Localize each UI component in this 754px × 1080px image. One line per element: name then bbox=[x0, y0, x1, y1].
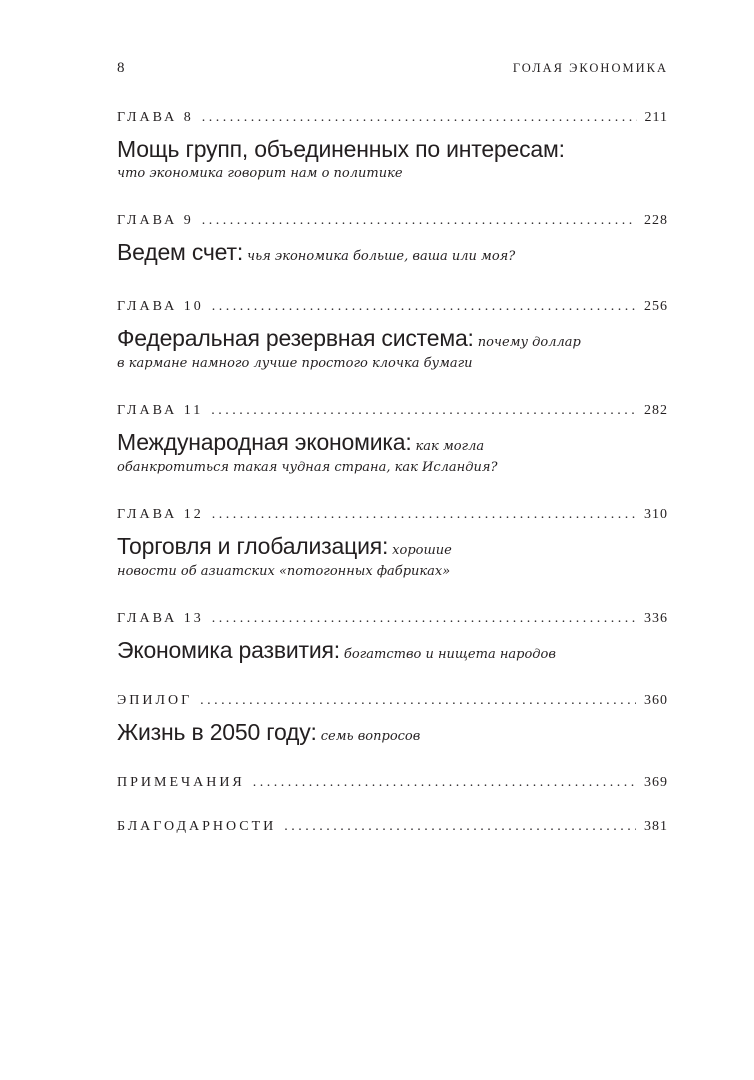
toc-subtitle-continued: в кармане намного лучше простого клочка бумаги bbox=[117, 356, 473, 371]
toc-title-block bbox=[117, 638, 668, 667]
toc-title-block bbox=[117, 720, 668, 749]
toc-label: ГЛАВА 8 bbox=[117, 110, 194, 125]
toc-label: ЭПИЛОГ bbox=[117, 693, 193, 708]
toc-title: Жизнь в 2050 году: bbox=[117, 719, 317, 745]
toc-page-ref: 310 bbox=[644, 507, 668, 522]
toc-entry-notes[interactable] bbox=[117, 775, 668, 797]
toc-entry-chapter-11[interactable] bbox=[117, 403, 668, 477]
toc-label-line bbox=[117, 403, 668, 425]
toc-label: ГЛАВА 12 bbox=[117, 507, 204, 522]
toc-title-block bbox=[117, 430, 668, 477]
toc-label-line bbox=[117, 693, 668, 715]
toc-label: ГЛАВА 9 bbox=[117, 213, 194, 228]
toc-label-line bbox=[117, 299, 668, 321]
dot-leader bbox=[284, 819, 636, 835]
toc-page-ref: 360 bbox=[644, 693, 668, 708]
toc-label-line bbox=[117, 819, 668, 841]
toc-subtitle: что экономика говорит нам о политике bbox=[117, 166, 403, 181]
running-head: ГОЛАЯ ЭКОНОМИКА bbox=[512, 61, 668, 75]
dot-leader bbox=[253, 775, 636, 791]
toc-entry-epilogue[interactable] bbox=[117, 693, 668, 749]
toc-subtitle: хорошие bbox=[392, 543, 452, 558]
toc-subtitle-continued: новости об азиатских «потогонных фабриках» bbox=[117, 564, 451, 579]
dot-leader bbox=[202, 110, 637, 126]
dot-leader bbox=[211, 403, 636, 419]
toc-subtitle: богатство и нищета народов bbox=[343, 647, 556, 662]
toc-title-block bbox=[117, 326, 668, 373]
page-number: 8 bbox=[117, 60, 126, 76]
toc-title-block bbox=[117, 137, 668, 183]
toc-title: Мощь групп, объединенных по интересам: bbox=[117, 136, 565, 162]
toc-entry-chapter-12[interactable] bbox=[117, 507, 668, 581]
dot-leader bbox=[212, 507, 636, 523]
toc-entry-chapter-10[interactable] bbox=[117, 299, 668, 373]
toc-subtitle: семь вопросов bbox=[320, 729, 421, 744]
toc-title: Международная экономика: bbox=[117, 429, 412, 455]
toc-subtitle: почему доллар bbox=[477, 335, 581, 350]
toc-title: Торговля и глобализация: bbox=[117, 533, 389, 559]
toc-entry-chapter-13[interactable] bbox=[117, 611, 668, 667]
toc-label: ГЛАВА 13 bbox=[117, 611, 204, 626]
toc-entry-chapter-9[interactable] bbox=[117, 213, 668, 269]
toc-title: Экономика развития: bbox=[117, 637, 340, 663]
dot-leader bbox=[212, 299, 636, 315]
toc-label-line bbox=[117, 507, 668, 529]
toc-page-ref: 369 bbox=[644, 775, 668, 790]
toc-entry-chapter-8[interactable] bbox=[117, 110, 668, 183]
toc-label: ПРИМЕЧАНИЯ bbox=[117, 775, 245, 790]
toc-label: ГЛАВА 11 bbox=[117, 403, 204, 418]
toc-title: Федеральная резервная система: bbox=[117, 325, 474, 351]
toc-label: БЛАГОДАРНОСТИ bbox=[117, 819, 277, 834]
toc-subtitle: как могла bbox=[415, 439, 485, 454]
toc-label-line bbox=[117, 110, 668, 132]
toc-subtitle: чья экономика больше, ваша или моя? bbox=[247, 249, 516, 264]
toc-page-ref: 211 bbox=[644, 110, 668, 125]
toc-label: ГЛАВА 10 bbox=[117, 299, 204, 314]
toc-title: Ведем счет: bbox=[117, 239, 244, 265]
toc-page-ref: 336 bbox=[644, 611, 668, 626]
dot-leader bbox=[212, 611, 636, 627]
toc-label-line bbox=[117, 213, 668, 235]
dot-leader bbox=[200, 693, 636, 709]
toc-title-block bbox=[117, 240, 668, 269]
toc-page-ref: 282 bbox=[644, 403, 668, 418]
toc-title-block bbox=[117, 534, 668, 581]
toc-entry-acknowledgements[interactable] bbox=[117, 819, 668, 841]
toc-subtitle-continued: обанкротиться такая чудная страна, как Исландия? bbox=[117, 460, 498, 475]
table-of-contents bbox=[117, 110, 668, 841]
toc-page-ref: 256 bbox=[644, 299, 668, 314]
dot-leader bbox=[202, 213, 636, 229]
toc-label-line bbox=[117, 775, 668, 797]
toc-page-ref: 381 bbox=[644, 819, 668, 834]
toc-label-line bbox=[117, 611, 668, 633]
toc-page-ref: 228 bbox=[644, 213, 668, 228]
